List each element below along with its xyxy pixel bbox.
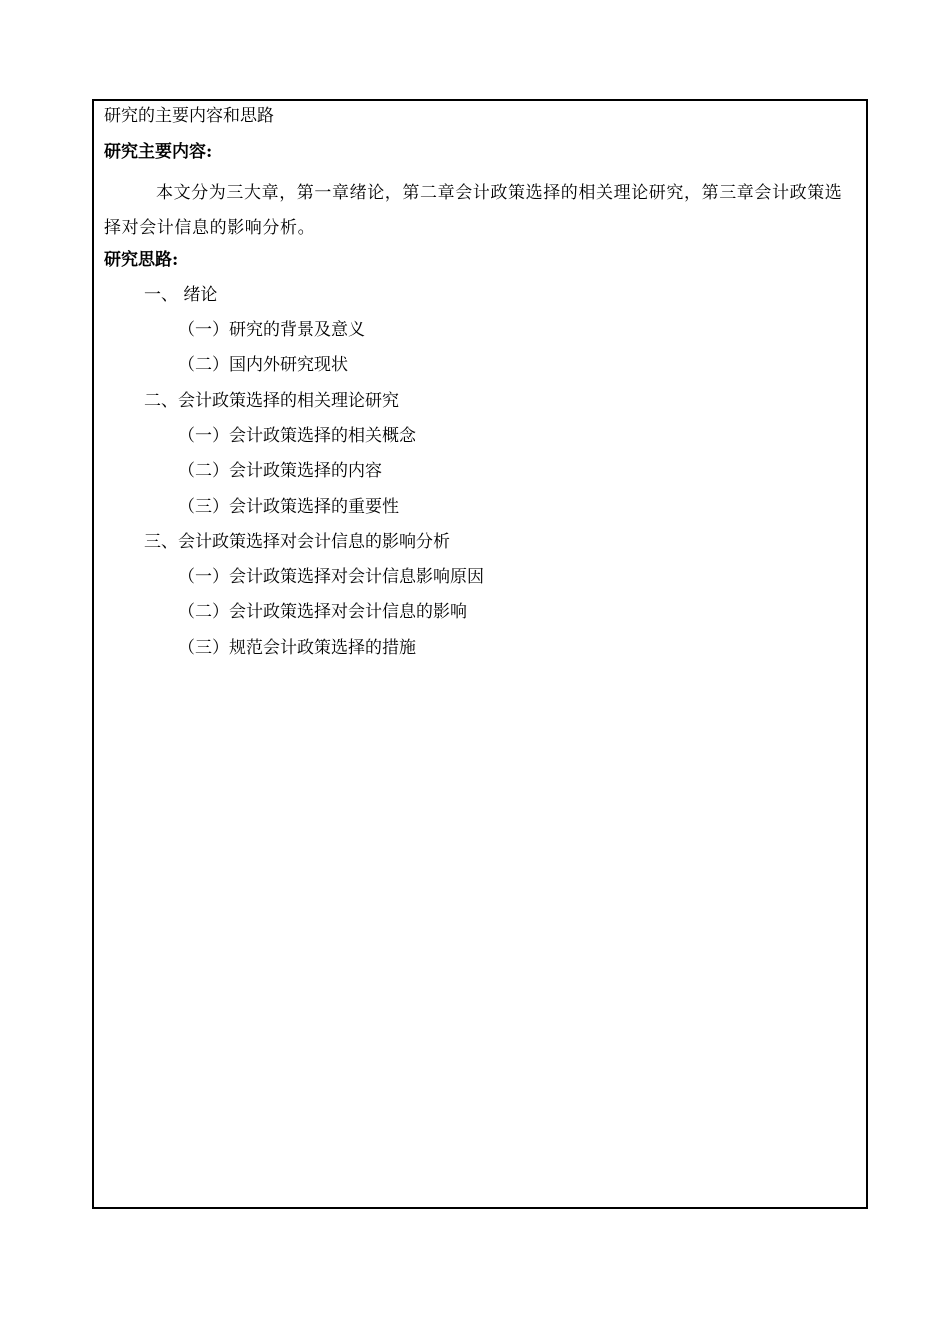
outline-section-3-2: （二）会计政策选择对会计信息的影响 xyxy=(178,602,467,622)
outline-section-2-1: （一）会计政策选择的相关概念 xyxy=(178,426,416,446)
outline-section-2-2: （二）会计政策选择的内容 xyxy=(178,461,382,481)
approach-heading: 研究思路: xyxy=(104,250,179,270)
section-title: 研究的主要内容和思路 xyxy=(104,106,274,126)
outline-section-1-2: （二）国内外研究现状 xyxy=(178,355,348,375)
outline-chapter-3: 三、会计政策选择对会计信息的影响分析 xyxy=(144,532,450,552)
content-heading: 研究主要内容: xyxy=(104,142,213,162)
outline-chapter-1: 一、 绪论 xyxy=(144,285,218,305)
content-paragraph: 本文分为三大章，第一章绪论，第二章会计政策选择的相关理论研究，第三章会计政策选择对会计信息的影响分析。 xyxy=(104,183,843,238)
outline-section-2-3: （三）会计政策选择的重要性 xyxy=(178,497,399,517)
outline-section-3-3: （三）规范会计政策选择的措施 xyxy=(178,638,416,658)
outline-section-3-1: （一）会计政策选择对会计信息影响原因 xyxy=(178,567,484,587)
outline-section-1-1: （一）研究的背景及意义 xyxy=(178,320,365,340)
outline-chapter-2: 二、会计政策选择的相关理论研究 xyxy=(144,391,399,411)
content-box xyxy=(92,99,868,1209)
